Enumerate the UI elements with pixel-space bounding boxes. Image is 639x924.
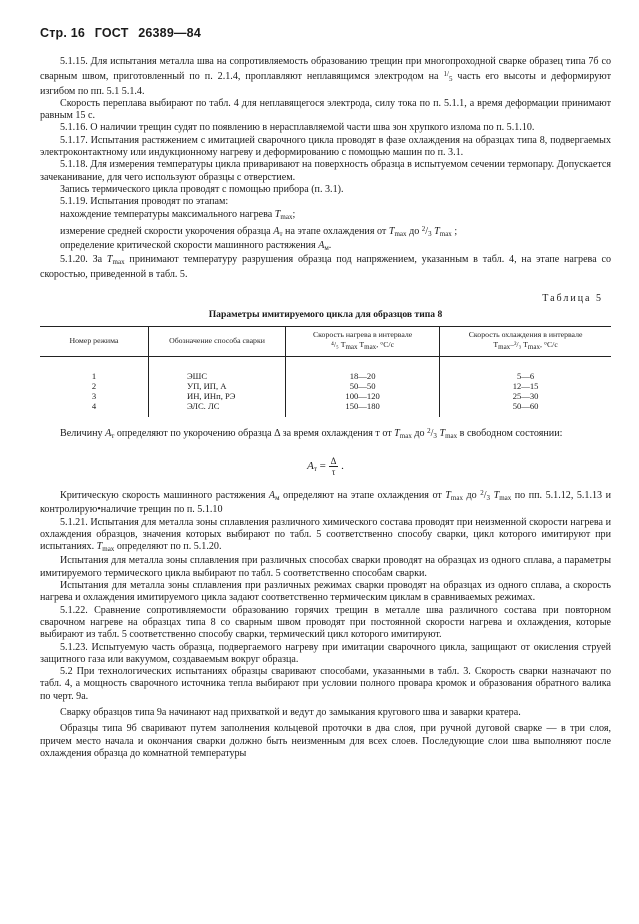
paragraph-stage-2: измерение средней скорости укорочения образца $A_т$ на этапе охлаждения от $T_{max}$ до $^2/_3$ $T_{max}$ ; — [60, 224, 458, 238]
cell-cool: 5—6 — [440, 356, 611, 381]
col-cool-header: Скорость охлаждения в интервале Tmax–²/₃ Tmax, °С/с — [440, 326, 611, 356]
paragraph-sample-9b: Образцы типа 9б сваривают путем заполнения кольцевой проточки в два слоя, при ручной дуговой сварке — в три слоя, причем место начала и окончания сварки должно быть неизменным для всех слоев. Последующие слои шва выполняют после охлаждения образца до комнатной температуры — [40, 723, 611, 759]
parameters-table — [40, 326, 611, 417]
cell-heat: 50—50 — [286, 381, 440, 391]
paragraph-fusion-modes: Испытания для металла зоны сплавления при различных режимах сварки проводят на образцах из одного сплава, а скорость нагрева и охлаждения имитируемого цикла задают соответственно термическим циклам в сравниваемых режимах. — [40, 580, 611, 604]
paragraph-remelt-speed: Скорость переплава выбирают по табл. 4 для неплавящегося электрода, силу тока по п. 5.1.1, а время деформации принимают равным 15 с. — [40, 97, 611, 122]
paragraph-stage-3: определение критической скорости машинного растяжения $A_м$. — [60, 240, 332, 253]
page-header — [40, 26, 611, 40]
gost-number: 26389—84 — [138, 26, 201, 40]
paragraph-stage-1: нахождение температуры максимального нагрева $T_{max}$; — [60, 208, 296, 221]
paragraph-5-1-17: 5.1.17. Испытания растяжением с имитацией сварочного цикла проводят в фазе охлаждения на образцах типа 8, подвергаемых электроконтактному или индукционному нагреву и деформированию с помощью машин по п. 3.1. — [40, 134, 611, 159]
table-label: Таблица 5 — [542, 293, 603, 305]
cell-mode: 2 — [91, 380, 97, 391]
cell-cool: 50—60 — [440, 401, 611, 417]
paragraph-5-1-23: 5.1.23. Испытуемую часть образца, подвергаемого нагреву при имитации сварочного цикла, защищают от окисления струей защитного газа или вакуумом, создаваемым вокруг образца. — [40, 641, 611, 665]
cell-mode: 3 — [91, 390, 97, 401]
paragraph-5-2: 5.2 При технологических испытаниях образцы сваривают способами, указанными в табл. 3. Скорость сварки назначают по табл. 4, а мощность сварочного источника тепла выбирают при условии полного провара кромок и образования обратного валика по черт. 9а. — [40, 666, 611, 702]
cell-method: ИН, ИНп, РЭ — [148, 391, 285, 401]
cell-method: УП, ИП, А — [148, 381, 285, 391]
table-row — [40, 356, 611, 381]
formula-a: $A_т$ = $\frac{\Delta}{\tau}$ . — [307, 455, 344, 477]
paragraph-5-1-15: 5.1.15. Для испытания металла шва на сопротивляемость образованию трещин при многопроходной сварке образец типа 7б со сварным швом, приготовленный по п. 2.1.4, проплавляют неплавящимся электродом на $^{1/}_5$ часть его высоты и деформируют изгибом по пп. 5.1 5.1.4. — [40, 56, 611, 97]
cell-cool: 12—15 — [440, 381, 611, 391]
paragraph-5-1-18: 5.1.18. Для измерения температуры цикла приваривают на поверхность образца в испытуемом сечении термопару. Допускается зачеканивание, для чего используют образцы с отверстием. — [40, 159, 611, 183]
table-title: Параметры имитируемого цикла для образцов типа 8 — [208, 309, 443, 321]
gost-label: ГОСТ — [94, 26, 129, 40]
document-body — [40, 56, 611, 760]
paragraph-5-1-19: 5.1.19. Испытания проводят по этапам: — [60, 196, 229, 208]
table-row — [40, 381, 611, 391]
paragraph-5-1-21: 5.1.21. Испытания для металла зоны сплавления различного химического состава проводят при неизменной скорости нагрева и охлаждения образцов, значения которых выбирают по табл. 5 соответственно способу сварки, цикл которого имитируют при испытаниях. $T_{max}$ определяют по п. 5.1.20. — [40, 516, 611, 554]
cell-heat: 18—20 — [286, 356, 440, 381]
cell-mode: 4 — [91, 400, 97, 411]
cell-mode: 1 — [91, 370, 97, 381]
table-row — [40, 401, 611, 417]
paragraph-5-1-16: 5.1.16. О наличии трещин судят по появлению в нерасплавляемой части шва зон хрупкого излома по п. 5.1.10. — [60, 122, 535, 134]
cell-heat: 150—180 — [286, 401, 440, 417]
cell-heat: 100—120 — [286, 391, 440, 401]
paragraph-critical-speed: Критическую скорость машинного растяжения $A_м$ определяют на этапе охлаждения от $T_{max}$ до $^2/_3$ $T_{max}$ по пп. 5.1.12, 5.1.13 и контролирую•наличие трещин по п. 5.1.10 — [40, 488, 612, 516]
col-heat-header: Скорость нагрева в интервале ⁴/₅ Tmax Tmax, °С/с — [286, 326, 440, 356]
paragraph-cycle-record: Запись термического цикла проводят с помощью прибора (п. 3.1). — [60, 183, 344, 195]
paragraph-5-1-20: 5.1.20. За $T_{max}$ принимают температуру разрушения образца под напряжением, указанным в табл. 4, на этапе нагрева со скоростью, приведенной в табл. 5. — [40, 254, 612, 280]
paragraph-value-a: Величину $A_т$ определяют по укорочению образца Δ за время охлаждения т от $T_{max}$ до $^2/_3$ $T_{max}$ в свободном состоянии: — [60, 426, 563, 440]
col-mode-header: Номер режима — [40, 326, 148, 356]
cell-cool: 25—30 — [440, 391, 611, 401]
paragraph-fusion-methods: Испытания для металла зоны сплавления при различных способах сварки проводят на образцах из одного сплава, а параметры имитируемого термического цикла выбирают по табл. 5 соответственно способам сварки. — [40, 555, 611, 579]
page-number: Стр. 16 — [40, 26, 86, 40]
cell-method: ЭШС — [148, 356, 285, 381]
paragraph-5-1-22: 5.1.22. Сравнение сопротивляемости образованию горячих трещин в металле шва различного состава при повторном сварочном нагреве на образцах типа 8 со сварным швом проводят при постоянной скорости нагрева и охлаждения, которые выбирают из табл. 5 соответственно способу сварки, термический цикл которого имитируют. — [40, 604, 611, 641]
col-method-header: Обозначение способа сварки — [148, 326, 285, 356]
table-row — [40, 391, 611, 401]
cell-method: ЭЛС. ЛС — [148, 401, 285, 417]
paragraph-sample-9a: Сварку образцов типа 9а начинают над прихваткой и ведут до замыкания кругового шва и заварки кратера. — [60, 706, 521, 718]
